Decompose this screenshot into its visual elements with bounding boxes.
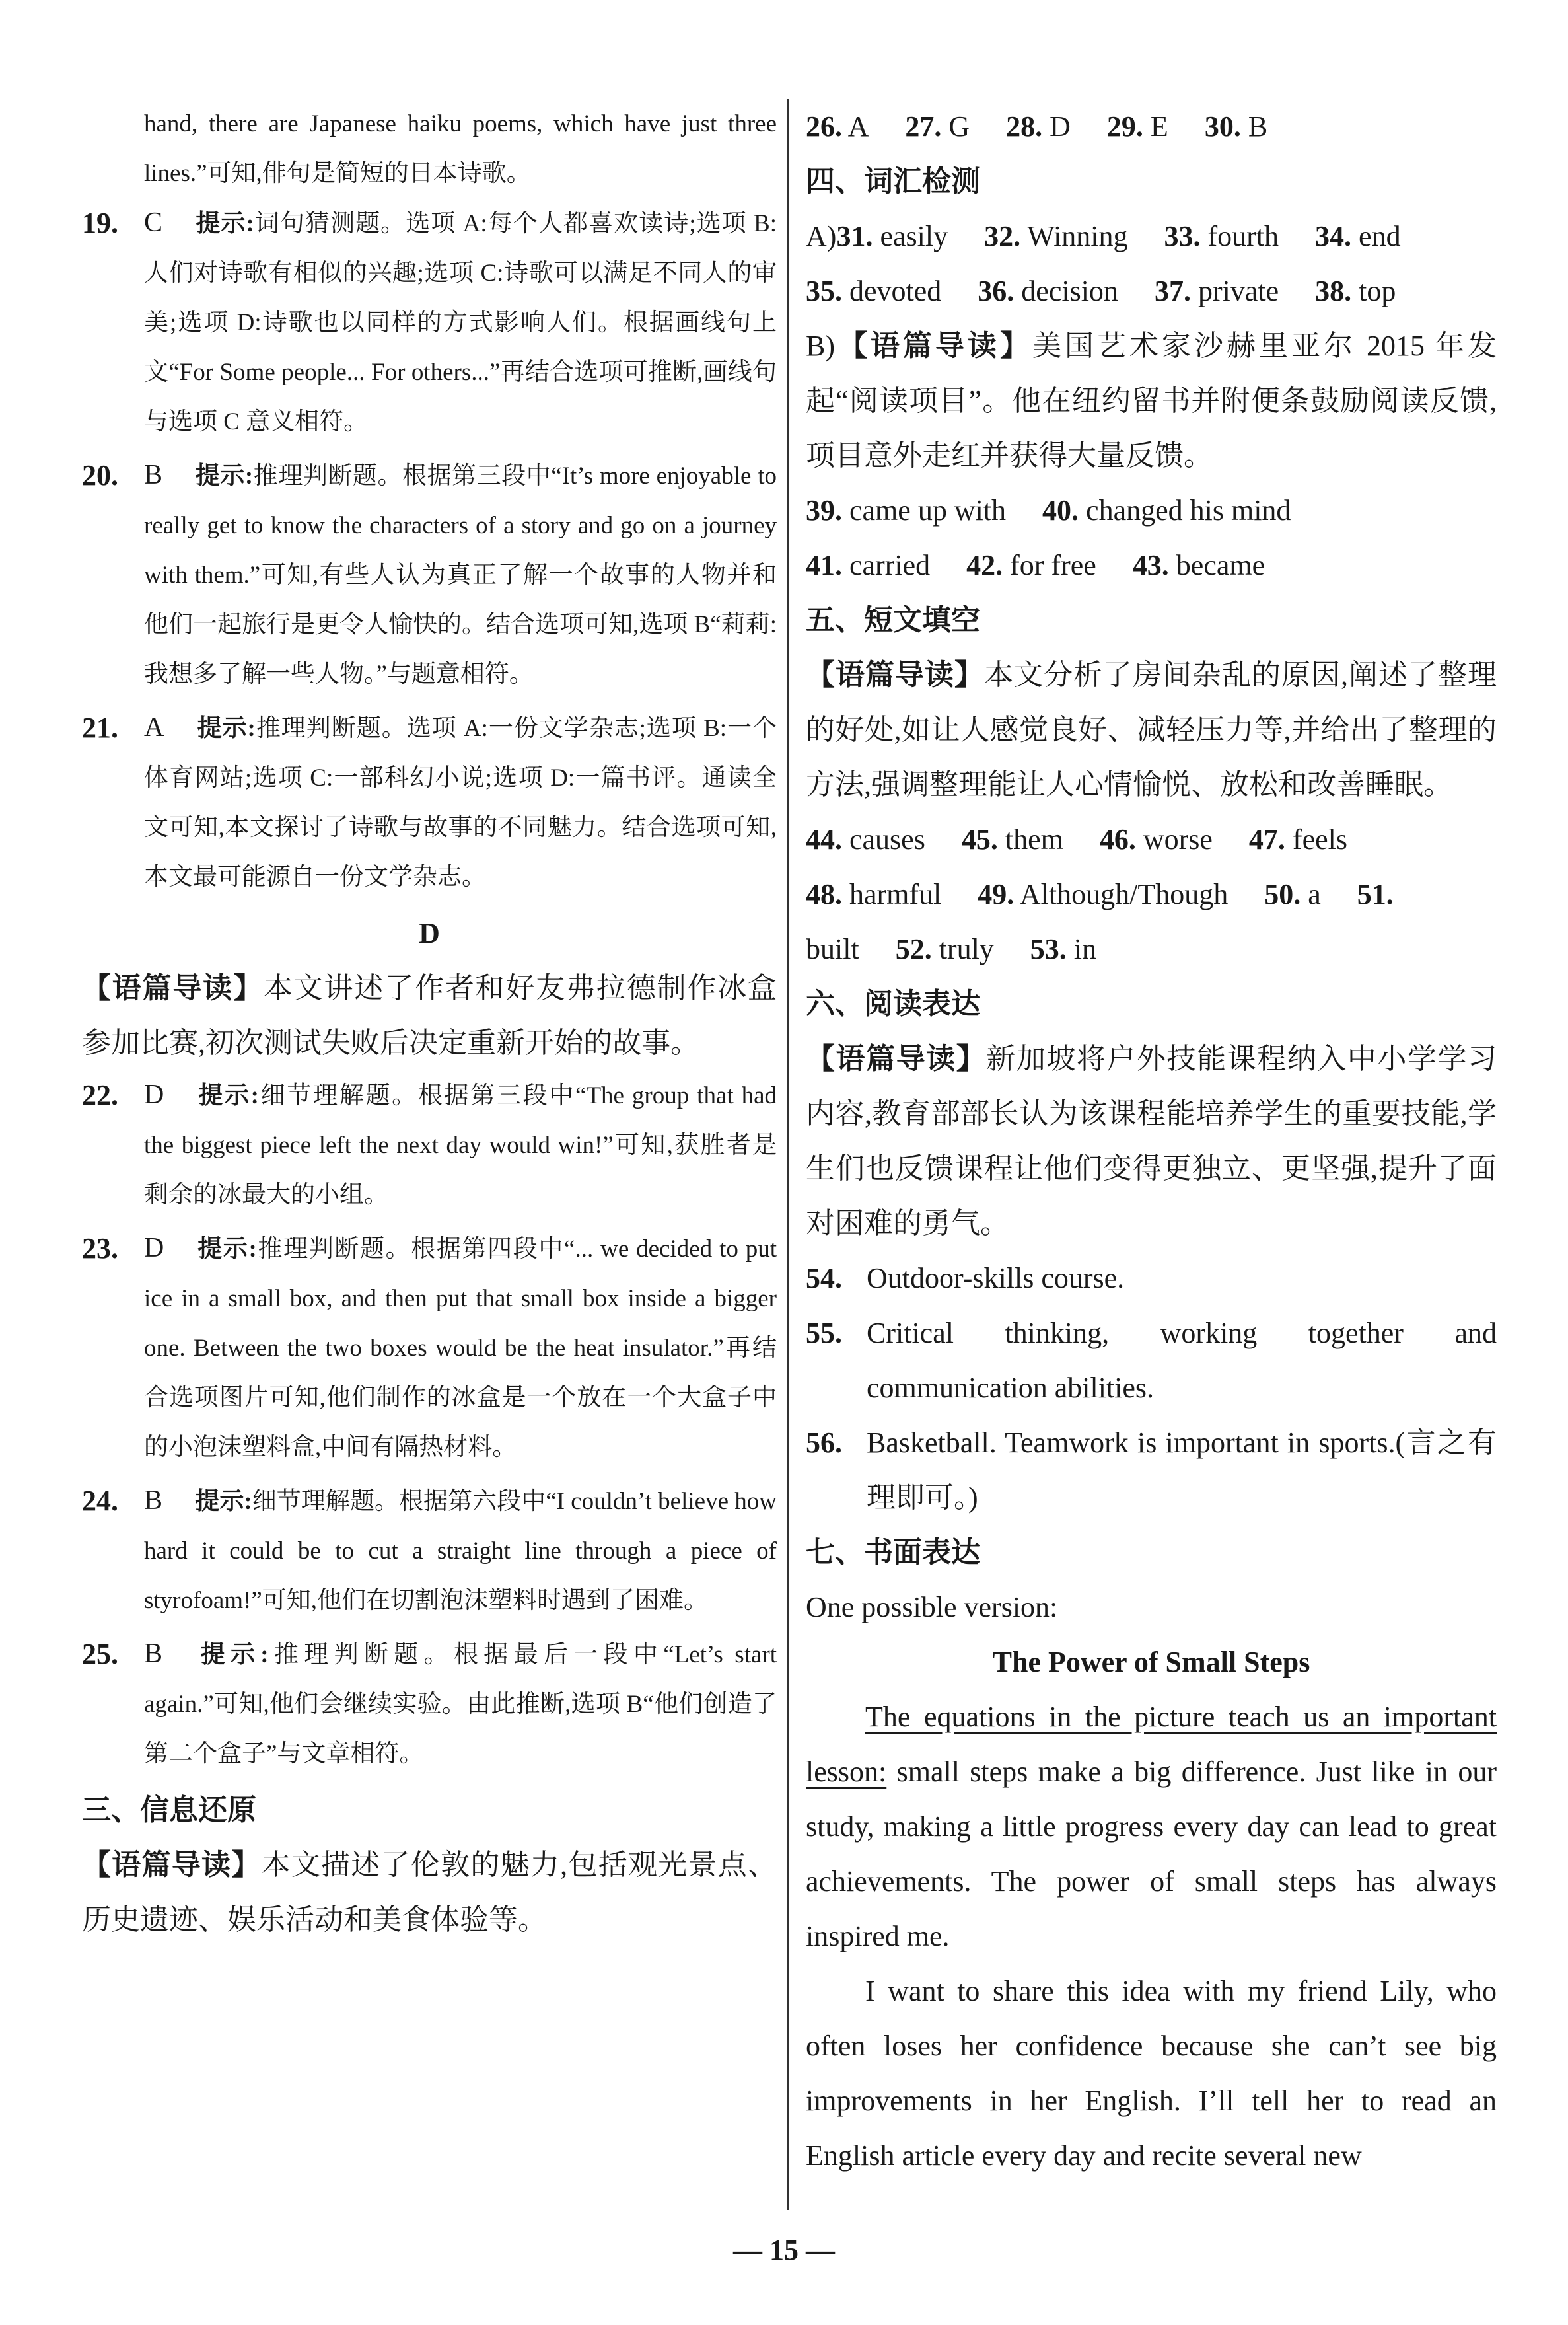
s5-guide <box>806 647 1497 812</box>
hint-label: 提示: <box>196 210 254 237</box>
guide-text: 本文分析了房间杂乱的原因,阐述了整理的好处,如让人感觉良好、减轻压力等,并给出了整理的方法,强调整理能让人心情愉悦、放松和改善睡眠。 <box>806 659 1497 801</box>
left-column <box>82 99 777 1947</box>
vocab-row-35-38 <box>806 264 1497 318</box>
section-4-heading: 四、词汇检测 <box>806 165 980 198</box>
question-number: 36. <box>978 275 1015 307</box>
question-number: 26. <box>806 110 842 143</box>
answer: G <box>948 110 970 143</box>
hint-label: 提示: <box>197 715 256 742</box>
answer: devoted <box>849 275 942 307</box>
question-number: 47. <box>1248 823 1285 856</box>
answer: Basketball. Teamwork is important in sports.(言之有理即可。) <box>867 1426 1497 1514</box>
answer: B <box>144 460 163 490</box>
guide-label: 【语篇导读】 <box>806 1042 987 1076</box>
question-number: 53. <box>1030 933 1067 965</box>
answer: carried <box>849 549 931 581</box>
question-number: 27. <box>905 110 942 143</box>
right-column <box>806 99 1497 2183</box>
question-number: 50. <box>1264 878 1301 910</box>
question-number: 45. <box>961 823 998 856</box>
fill-row-48-51 <box>806 867 1497 922</box>
answer: Outdoor-skills course. <box>867 1262 1125 1294</box>
question-number: 32. <box>984 220 1021 252</box>
answer: came up with <box>849 494 1007 527</box>
question-number: 48. <box>806 878 842 910</box>
question-number: 49. <box>978 878 1015 910</box>
answer: private <box>1197 275 1279 307</box>
section-5-heading: 五、短文填空 <box>806 603 980 637</box>
answer: them <box>1005 823 1063 856</box>
version-label: One possible version: <box>806 1591 1058 1623</box>
question-number: 51. <box>1357 878 1394 910</box>
answer: D <box>1050 110 1071 143</box>
vocab-row-41-43 <box>806 538 1497 593</box>
answer: A <box>847 110 869 143</box>
answer: Although/Though <box>1019 878 1229 910</box>
guide-label: 【语篇导读】 <box>82 1848 262 1882</box>
answer: causes <box>849 823 925 856</box>
hint-text: 词句猜测题。选项 A:每个人都喜欢读诗;选项 B:人们对诗歌有相似的兴趣;选项 C:诗歌可以满足不同人的审美;选项 D:诗歌也以同样的方式影响人们。根据画线句上文“For Some people... For others...”再结合选项可推断,画线句与选项 C 意义相符。 <box>144 210 777 435</box>
guide-text: 美国艺术家沙赫里亚尔 2015 年发起“阅读项目”。他在纽约留书并附便条鼓励阅读反馈,项目意外走红并获得大量反馈。 <box>806 330 1497 472</box>
underlined-sentence: The equations in the picture teach us an important lesson: <box>806 1701 1497 1788</box>
question-number: 52. <box>895 933 932 965</box>
question-number: 46. <box>1099 823 1136 856</box>
fill-row-51-53 <box>806 922 1497 977</box>
answer-56 <box>806 1415 1497 1525</box>
hint-text: 推理判断题。选项 A:一份文学杂志;选项 B:一个体育网站;选项 C:一部科幻小说;选项 D:一篇书评。通读全文可知,本文探讨了诗歌与故事的不同魅力。结合选项可知,本文最可能源自一份文学杂志。 <box>144 715 777 891</box>
guide-label: 【语篇导读】 <box>82 971 264 1005</box>
question-number: 37. <box>1154 275 1191 307</box>
s3-guide <box>82 1837 777 1947</box>
question-number: 24. <box>82 1485 118 1517</box>
hint-label: 提示: <box>198 1082 260 1109</box>
answer: end <box>1359 220 1401 252</box>
answer: for free <box>1010 549 1096 581</box>
question-number: 19. <box>82 207 118 239</box>
guide-text: 新加坡将户外技能课程纳入中小学学习内容,教育部部长认为该课程能培养学生的重要技能,学生们也反馈课程让他们变得更独立、更坚强,提升了面对困难的勇气。 <box>806 1043 1497 1239</box>
essay-paragraph-1 <box>806 1689 1497 1964</box>
hint-label: 提示: <box>195 1488 252 1515</box>
page-number: — 15 — <box>733 2234 835 2266</box>
question-number: 21. <box>82 712 118 744</box>
answer: harmful <box>849 878 942 910</box>
section-6-heading: 六、阅读表达 <box>806 987 980 1021</box>
answer: changed his mind <box>1086 494 1291 527</box>
answer: Critical thinking, working together and communication abilities. <box>867 1317 1497 1404</box>
question-number: 35. <box>806 275 842 307</box>
question-number: 29. <box>1106 110 1143 143</box>
answer-item-21 <box>82 703 777 902</box>
question-number: 30. <box>1204 110 1241 143</box>
answer: E <box>1150 110 1168 143</box>
answer: fourth <box>1207 220 1279 252</box>
question-number: 38. <box>1315 275 1352 307</box>
question-number: 34. <box>1315 220 1352 252</box>
question-number: 54. <box>806 1262 842 1294</box>
essay-title: The Power of Small Steps <box>992 1646 1310 1678</box>
answer: D <box>144 1233 164 1263</box>
question-number: 23. <box>82 1232 118 1265</box>
answer: Winning <box>1027 220 1128 252</box>
question-number: 20. <box>82 459 118 492</box>
section-7-heading: 七、书面表达 <box>806 1535 980 1569</box>
vocab-row-39-40 <box>806 483 1497 538</box>
guide-text: 本文描述了伦敦的魅力,包括观光景点、历史遗迹、娱乐活动和美食体验等。 <box>82 1849 777 1936</box>
answer: worse <box>1143 823 1213 856</box>
hint-text: 推理判断题。根据第三段中“It’s more enjoyable to really get to know the characters of a story and go on a journey with them.”可知,有些人认为真正了解一个故事的人物并和他们一起旅行是更令人愉快的。结合选项可知,选项 B“莉莉:我想多了解一些人物。”与题意相符。 <box>144 462 777 688</box>
hint-text: 细节理解题。根据第六段中“I couldn’t believe how hard it could be to cut a straight line through a piece of styrofoam!”可知,他们在切割泡沫塑料时遇到了困难。 <box>144 1488 777 1614</box>
question-number: 43. <box>1132 549 1169 581</box>
hint-text: 推理判断题。根据最后一段中“Let’s start again.”可知,他们会继续实验。由此推断,选项 B“他们创造了第二个盒子”与文章相符。 <box>144 1641 777 1767</box>
answer: feels <box>1292 823 1347 856</box>
continued-text: hand, there are Japanese haiku poems, which have just three lines.”可知,俳句是简短的日本诗歌。 <box>144 110 777 187</box>
question-number: 42. <box>966 549 1003 581</box>
section-d-heading: D <box>419 917 440 949</box>
question-number: 41. <box>806 549 842 581</box>
answer: A <box>144 712 164 743</box>
question-number: 28. <box>1006 110 1043 143</box>
answer: B <box>1248 110 1268 143</box>
hint-label: 提示: <box>200 1641 269 1668</box>
answer: D <box>144 1080 164 1110</box>
answer: a <box>1308 878 1321 910</box>
question-number: 33. <box>1164 220 1201 252</box>
answer: became <box>1176 549 1265 581</box>
paragraph-text: small steps make a big difference. Just like in our study, making a little progress every day can lead to great achievements. The power of small steps has always inspired me. <box>806 1755 1497 1952</box>
b-guide <box>806 318 1497 483</box>
part-label: B) <box>806 330 835 362</box>
answer-54 <box>806 1251 1497 1306</box>
hint-label: 提示: <box>197 1236 257 1263</box>
hint-text: 推理判断题。根据第四段中“... we decided to put ice in a small box, and then put that small box inside a bigger one. Between the two boxes would be the heat insulator.”再结合选项图片可知,他们制作的冰盒是一个放在一个大盒子中的小泡沫塑料盒,中间有隔热材料。 <box>144 1236 777 1461</box>
question-number: 22. <box>82 1079 118 1111</box>
hint-text: 细节理解题。根据第三段中“The group that had the biggest piece left the next day would win!”可知,获胜者是剩余的冰最大的小组。 <box>144 1082 777 1208</box>
answer: in <box>1073 933 1097 965</box>
question-number: 25. <box>82 1638 118 1670</box>
question-number: 56. <box>806 1426 842 1459</box>
guide-label: 【语篇导读】 <box>806 658 984 692</box>
answers-26-30 <box>806 99 1497 154</box>
answer-item-20 <box>82 451 777 699</box>
answer-item-24 <box>82 1476 777 1625</box>
answer: built <box>806 933 859 965</box>
vocab-row-31-34 <box>806 209 1497 264</box>
d-guide <box>82 961 777 1070</box>
question-number: 55. <box>806 1317 842 1349</box>
question-number: 39. <box>806 494 842 527</box>
part-label: A) <box>806 220 837 252</box>
answer: easily <box>880 220 948 252</box>
guide-text: 本文讲述了作者和好友弗拉德制作冰盒参加比赛,初次测试失败后决定重新开始的故事。 <box>82 972 777 1059</box>
fill-row-44-47 <box>806 812 1497 867</box>
answer-item-25 <box>82 1629 777 1779</box>
essay-paragraph-2: I want to share this idea with my friend Lily, who often loses her confidence because she can’t see big improvements in her English. I’ll tell her to read an English article every day and recite several new <box>806 1975 1497 2172</box>
answer-item-19 <box>82 198 777 447</box>
answer-55 <box>806 1306 1497 1415</box>
question-number: 31. <box>836 220 873 252</box>
question-number: 44. <box>806 823 842 856</box>
column-divider <box>787 99 789 2210</box>
answer-item-22 <box>82 1070 777 1220</box>
s6-guide <box>806 1031 1497 1251</box>
answer: B <box>144 1639 163 1669</box>
question-number: 40. <box>1042 494 1079 527</box>
answer: C <box>144 207 163 238</box>
guide-label: 【语篇导读】 <box>835 329 1032 363</box>
section-3-heading: 三、信息还原 <box>82 1793 256 1827</box>
answer: truly <box>939 933 994 965</box>
hint-label: 提示: <box>195 462 254 490</box>
answer: top <box>1359 275 1396 307</box>
answer: decision <box>1021 275 1118 307</box>
answer-item-23 <box>82 1224 777 1472</box>
answer: B <box>144 1485 163 1516</box>
